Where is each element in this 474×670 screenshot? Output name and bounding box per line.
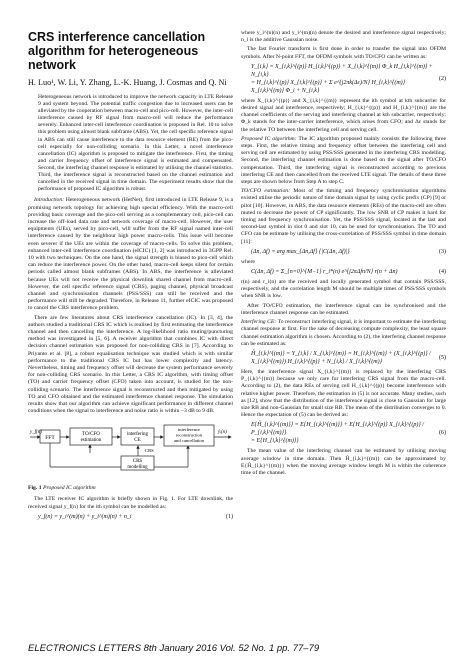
right-paragraph-1: where y_i^(n)(n) and y_i^(m)(n) denote the desired and interference signal respectively; n_i is the additive Gaussian noise. xyxy=(241,30,446,44)
right-column xyxy=(241,30,446,479)
equation-5-number: (5) xyxy=(439,354,446,361)
equation-3 xyxy=(251,248,446,256)
figure-caption-label: Fig. 1 xyxy=(28,485,42,492)
to-cfo-heading: TO/CFO estimation: xyxy=(241,188,291,195)
where-label: where xyxy=(241,258,255,265)
interfering-ce-heading: Interfering CE: xyxy=(241,319,277,326)
equation-5 xyxy=(251,350,446,366)
equation-2-line-1: Y_{i,k} = X_{i,k}^{(p)} H_{i,k}^{(p)} + X_{i,k}^{(m)} Φ_k H_{i,k}^{(m)} + N_{i,k} xyxy=(251,63,433,78)
ce-label: interfering CE xyxy=(126,432,149,444)
equation-6-line-1: E{Ĥ_{i,k}^{(m)}} = E{H_{i,k}^{(m)}} + E{H_{i,k}^{(p)} X_{i,k}^{(p)} / P_{i,k}^{(m)}} xyxy=(251,422,424,437)
right-paragraph-3: where X_{i,k}^{(p)} and X_{i,k}^{(m)} represent the ith symbol at kth subcarrier for desired signal and interference, respectively; H_{i,k}^{(p)} and H_{i,k}^{(m)} are the channel coefficients of the serving and interfering channel at kth subcarrier, respectively; Φ_k stands for the inter-carrier interference, which arises from CFO; and Δε stands for the relative TO between the interfering cell and serving cell. xyxy=(241,97,446,133)
equation-1 xyxy=(38,513,233,521)
related-work-text: There are few literatures about CRS interference cancellation (IC). In [3, 4], the authors studied a traditional CRS IC which is realised by first estimating the interference channel and then cancelling the interference. A log-likelihood ratio muting/puncturing method was investigated in [5, 6]. A receiver algorithm that combines IC with direct decision channel estimation was proposed for non-colliding CRS in [7]. According to Priyanto et al. [8], a robust equalisation technique was studied which is with similar performance to the traditional CRS IC but has lower complexity and latency. Nevertheless, timing and frequency offset will decrease the system performance severely for non-colliding CRS scenario. In this Letter, a CRS IC algorithm, with timing offset (TO) and carrier frequency offset (CFO) taken into account, is studied for the non-colliding scenario. The interference signal is reconstructed and then mitigated by using TO and CFO obtained and the estimated interference channel response. The simulation results show that our algorithm can achieve significant performance in different channel conditions when the signal to interference and noise ratio is within −3 dB to 9 dB. xyxy=(28,314,233,415)
intro-text: Heterogeneous network (HetNet), first introduced in LTE Release 9, is a promising network topology for achieving high special efficiency. With the macro-cell providing basic coverage and the pico-cell serving as a complementary cell, pico-cell can increase the off-load data rate and network coverage of macro-cell. However, the user equipments (UEs), served by pico-cell, will suffer from the RF signal named inter-cell interference caused by the neighbour high power macro-cells. This issue will become even severer if the UEs are within the coverage of macro-cells. To solve this problem, enhanced inter-cell interference coordination (eICIC) [1, 2] was introduced in 3GPP Rel. 10 with two techniques. On the one hand, the signal strength is biased to pico-cell which can reduce the interference power. On the other hand, macro-cell keeps silent for certain periods called almost blank subframes (ABS). In ABS, the interference is alleviated because UEs will not receive the physical downlink shared channel from macro-cell. However, the cell specific reference signal (CRS), paging channel, physical broadcast channel and synchronisation channels (PSS/SSS) can still be received and the performance will still be degraded. Therefore, in Release 11, further eICIC was proposed to cancel the CRS interference problem. xyxy=(28,197,233,312)
interfering-ce-text: To reconstruct interfering signal, it is important to estimate the interfering channel response at first. For the sake of decreasing compute complexity, the least square channel estimation algorithm is chosen. According to (2), the interfering channel response can be estimated as: xyxy=(241,319,446,347)
equation-3-body: (Δn, Δf) = arg max_{Δn,Δf} {|C(Δn, Δf)|} xyxy=(251,248,350,255)
equation-1-body: y_f(n) = y_i^(m)(n) + y_i^(m)(n) + n_i xyxy=(38,513,132,520)
receiver-paragraph: The LTE receiver IC algorithm is briefly shown in Fig. 1. For LTE downlink, the received signal y_f(n) for the ith symbol can be modelled as: xyxy=(28,496,233,510)
equation-2-line-2: = H_{i,k}^{(p)} X_{i,k}^{(p)} + Σ e^{j2πk(Δε)/N} H_{i,k}^{(m)} X_{i,k}^{(m)} Φ_i + N_{i,k} xyxy=(251,79,406,94)
paper-title: CRS interference cancellation algorithm for heterogeneous network xyxy=(28,30,206,72)
equation-4-number: (4) xyxy=(439,269,446,276)
related-work-paragraph xyxy=(28,315,233,416)
equation-2 xyxy=(251,63,446,95)
intro-paragraph xyxy=(28,197,233,312)
right-paragraph-5: After TO/CFO estimation, the interference signal can be synchronised and the interference channel response can be estimated. xyxy=(241,302,446,316)
to-cfo-paragraph xyxy=(241,188,446,246)
right-paragraph-4: r(n) and r_i(n) are the received and locally generated symbol that contain PSS/SSS, respectively, and the correlation length M should be multiple times of PSS/SSS symbols when SNR is low. xyxy=(241,279,446,300)
author-list: H. Luo¹, W. Li, Y. Zhang, L.-K. Huang, J. Cosmas and Q. Ni xyxy=(28,78,227,87)
right-paragraph-2: The fast Fourier transform is first done in order to transfer the signal into OFDM symbols. After N-point FFT, the OFDM symbols with TO/CFO can be written as: xyxy=(241,46,446,60)
intro-heading: Introduction: xyxy=(34,197,65,204)
recon-label: interference reconstruction and cancellation xyxy=(174,427,204,444)
equation-6-number: (6) xyxy=(439,430,446,437)
equation-2-number: (2) xyxy=(439,75,446,82)
crs-modelling-label: CRS modelling xyxy=(127,459,148,471)
crs-tag: CRS xyxy=(145,448,154,454)
journal-footer: ELECTRONICS LETTERS 8th January 2016 Vol. 52 No. 1 pp. 77–79 xyxy=(28,643,320,654)
equation-6-body xyxy=(251,421,439,445)
block-diagram xyxy=(28,419,233,481)
sync-label: TO/CFO estimation xyxy=(80,432,102,444)
proposed-ic-paragraph xyxy=(241,136,446,186)
interfering-ce-paragraph xyxy=(241,319,446,348)
equation-3-number: (3) xyxy=(439,248,446,255)
abstract: Heterogeneous network is introduced to improve the network capacity in LTE Release 9 and system beyond. The potential traffic congestion due to increased users can be alleviated by the cooperation between macro-cell and pico-cell. However, the inter-cell interference caused by RF signal from macro-cell will reduce the performance severely. Enhanced inter-cell interference coordination is proposed in Rel. 10 to solve this problem using almost blank subframe (ABS). Yet, the cell specific reference signal in ABS can still cause interference to the data resource element (RE) from the pico-cell especially for non-colliding scenario. In this Letter, a novel interference cancellation (IC) algorithm is proposed to mitigate the interference. First, the timing and carrier frequency offset of interference signal is estimated and compensated. Second, the interfering channel response is estimated by utilising the channel statistics. Third, the interference signal is reconstructed based on the channel estimation and cancelled in the received signal in time domain. The experiment results show that the performance of proposed IC algorithm is robust. xyxy=(38,94,233,193)
right-paragraph-7: The mean value of the interfering channel can be estimated by utilising moving average window in time domain. Then Ĥ_{i,k}^{(m)} can be approximated by E{Ĥ_{i,k}^{(m)}} when the moving average window length M is within the coherence time of the channel. xyxy=(241,448,446,476)
figure-1 xyxy=(28,419,233,481)
proposed-ic-text: The IC algorithm proposed mainly consists the following three steps. First, the relative timing and frequency offset between the interfering cell and serving cell are estimated by using PSS/SSS generated in the interfering CRS modelling. Second, the interfering channel estimation is done based on the signal after TO/CFO compensation. Third, the interfering signal is reconstructed according to previous interfering CE and then cancelled from the received LTE signal. The details of these three steps are shown below from Step A to step C. xyxy=(241,135,446,186)
equation-2-body xyxy=(251,63,439,95)
left-column xyxy=(28,30,233,524)
equation-6-line-2: = E{H_{i,k}^{(m)}} xyxy=(251,438,299,445)
figure-caption xyxy=(28,485,233,492)
equation-4 xyxy=(251,268,446,276)
equation-4-body: C(Δn, Δf) = Σ_{n=0}^{M−1} r_i*(n) e^{j2πΔfn/N} r(n + Δn) xyxy=(251,269,398,276)
output-label: ŷᵢ(n) xyxy=(218,430,227,436)
equation-5-body: Ĥ_{i,k}^{(m)} = Y_{i,k} / X_{i,k}^{(m)} = H_{i,k}^{(m)} + (X_{i,k}^{(p)} / X_{i,k}^{(m)}) H_{i,k}^{(p)} + N_{i,k} / X_{i,k}^{(m)} xyxy=(251,350,431,365)
equation-1-number: (1) xyxy=(226,513,233,520)
proposed-ic-heading: Proposed IC algorithm: xyxy=(241,135,297,142)
fft-label: FFT xyxy=(45,435,55,442)
equation-6 xyxy=(251,421,446,445)
figure-caption-text: Proposed IC algorithm xyxy=(43,485,96,492)
right-paragraph-6: Here, the interference signal X_{i,k}^{(m)} is replaced by the interfering CRS P_{i,k}^{(m)} because we only care for interfering CRS signal from the macro-cell. According to (2), the data REs of serving cell H_{i,k}^{(p)} become interference with relative higher power. Therefore, the estimation in (5) is not accurate. Many studies, such as [12], show that the distribution of the interference signal is close to Gaussian for large size RB and non-Gaussian for small size RB. The mean of the distribution converges to 0. Hence the expectation of (5) can be derived as: xyxy=(241,368,446,419)
input-label: y_f(n) xyxy=(30,430,42,436)
to-cfo-text: Most of the timing and frequency synchronisation algorithms existed utilise the periodic nature of time domain signal by using cyclic prefix (CP) [9] or pilot [10]. However, in ABS, the data resource elements (REs) of the macro-cell are often muted to decrease the power of CP significantly. The low SNR of CP makes it hard for timing and frequency synchronisation. Yet, the PSS/SSS signal, located at the last and second-last symbol in slot 0 and slot 10, can be used for synchronisation. The TO and CFO can be estimate by utilising the cross-correlation of PSS/SSS symbol in time domain [11]: xyxy=(241,188,446,245)
